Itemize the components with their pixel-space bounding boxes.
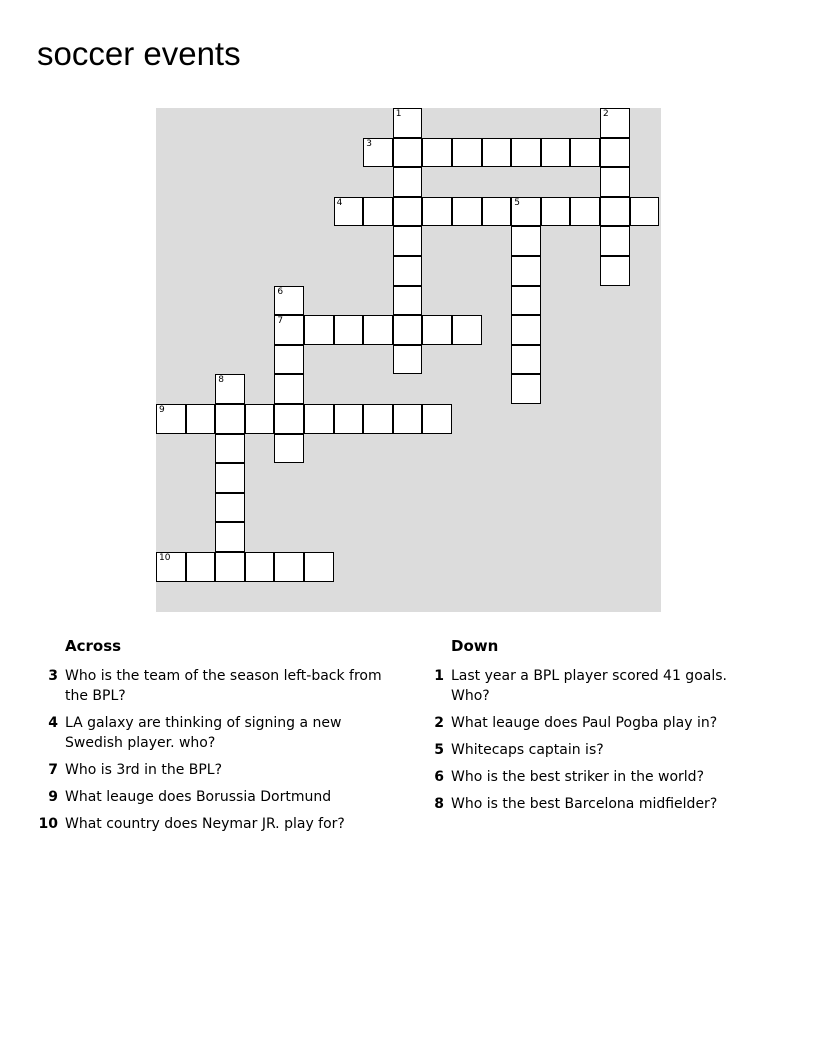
grid-cell[interactable] bbox=[422, 315, 452, 345]
clue-text: Last year a BPL player scored 41 goals. Who? bbox=[451, 668, 727, 704]
clue-text: What leauge does Paul Pogba play in? bbox=[451, 715, 718, 731]
cell-number: 1 bbox=[395, 109, 402, 119]
grid-cell[interactable] bbox=[274, 434, 304, 464]
across-clue bbox=[30, 814, 390, 834]
across-clue bbox=[30, 760, 390, 780]
down-heading: Down bbox=[451, 637, 499, 655]
grid-cell[interactable] bbox=[334, 404, 364, 434]
grid-cell[interactable] bbox=[215, 493, 245, 523]
grid-cell[interactable] bbox=[245, 404, 275, 434]
grid-cell[interactable] bbox=[393, 197, 423, 227]
down-clue bbox=[416, 666, 756, 706]
grid-cell[interactable] bbox=[511, 315, 541, 345]
cell-number: 2 bbox=[603, 109, 609, 119]
grid-cell[interactable] bbox=[600, 256, 630, 286]
grid-cell[interactable] bbox=[452, 197, 482, 227]
across-heading: Across bbox=[65, 637, 122, 655]
clue-text: What leauge does Borussia Dortmund bbox=[65, 789, 332, 805]
grid-cell[interactable] bbox=[393, 226, 423, 256]
down-clues bbox=[416, 636, 756, 821]
grid-cell[interactable] bbox=[274, 315, 304, 345]
down-clue-list bbox=[416, 666, 756, 814]
grid-cell[interactable] bbox=[511, 256, 541, 286]
grid-cell[interactable] bbox=[363, 138, 393, 168]
grid-cell[interactable] bbox=[393, 345, 423, 375]
grid-cell[interactable] bbox=[600, 138, 630, 168]
cell-number: 5 bbox=[514, 197, 520, 208]
cell-number: 10 bbox=[159, 553, 171, 563]
clue-number: 10 bbox=[38, 816, 58, 832]
grid-cell[interactable] bbox=[511, 345, 541, 375]
grid-cell[interactable] bbox=[363, 197, 393, 227]
clue-number: 6 bbox=[434, 769, 444, 785]
clue-text: Who is the best Barcelona midfielder? bbox=[451, 796, 718, 812]
clue-number: 3 bbox=[48, 668, 58, 684]
grid-cell[interactable] bbox=[215, 552, 245, 582]
grid-cell[interactable] bbox=[186, 404, 216, 434]
across-clues bbox=[30, 636, 390, 841]
grid-cell[interactable] bbox=[600, 197, 630, 227]
clue-number: 8 bbox=[434, 796, 444, 812]
grid-cell[interactable] bbox=[304, 552, 334, 582]
down-clue bbox=[416, 794, 756, 814]
grid-cell[interactable] bbox=[511, 286, 541, 316]
grid-cell[interactable] bbox=[541, 197, 571, 227]
clue-text: What country does Neymar JR. play for? bbox=[65, 816, 345, 832]
grid-cell[interactable] bbox=[393, 108, 423, 138]
across-clue-list bbox=[30, 666, 390, 834]
grid-cell[interactable] bbox=[452, 138, 482, 168]
grid-cell[interactable] bbox=[274, 286, 304, 316]
across-clue bbox=[30, 787, 390, 807]
cell-number: 7 bbox=[277, 316, 284, 327]
clue-number: 5 bbox=[434, 742, 444, 758]
grid-cell[interactable] bbox=[422, 138, 452, 168]
grid-cell[interactable] bbox=[274, 552, 304, 582]
grid-cell[interactable] bbox=[245, 552, 275, 582]
clue-number: 7 bbox=[48, 762, 58, 778]
clue-number: 1 bbox=[434, 668, 444, 684]
clue-number: 9 bbox=[48, 789, 58, 805]
grid-cell[interactable] bbox=[274, 345, 304, 375]
crossword-grid bbox=[156, 108, 661, 612]
grid-cell[interactable] bbox=[630, 197, 660, 227]
grid-cell[interactable] bbox=[215, 434, 245, 464]
grid-cell[interactable] bbox=[274, 404, 304, 434]
clue-text: Who is the best striker in the world? bbox=[451, 769, 704, 785]
cell-number: 8 bbox=[218, 375, 224, 386]
down-clue bbox=[416, 740, 756, 760]
grid-cell[interactable] bbox=[422, 197, 452, 227]
cell-number: 3 bbox=[366, 138, 372, 149]
across-clue bbox=[30, 713, 390, 753]
grid-cell[interactable] bbox=[363, 315, 393, 345]
grid-cell[interactable] bbox=[156, 404, 186, 434]
grid-cell[interactable] bbox=[511, 374, 541, 404]
grid-cell[interactable] bbox=[215, 374, 245, 404]
grid-cell[interactable] bbox=[393, 404, 423, 434]
page-title: soccer events bbox=[37, 35, 241, 72]
grid-cell[interactable] bbox=[274, 374, 304, 404]
grid-cell[interactable] bbox=[215, 463, 245, 493]
grid-cell[interactable] bbox=[304, 404, 334, 434]
down-clue bbox=[416, 767, 756, 787]
grid-cell[interactable] bbox=[570, 138, 600, 168]
grid-cell[interactable] bbox=[393, 167, 423, 197]
grid-cell[interactable] bbox=[511, 197, 541, 227]
grid-cell[interactable] bbox=[393, 256, 423, 286]
grid-cell[interactable] bbox=[600, 108, 630, 138]
grid-cell[interactable] bbox=[156, 552, 186, 582]
clue-text: Who is the team of the season left-back from the BPL? bbox=[65, 668, 382, 704]
grid-cell[interactable] bbox=[600, 167, 630, 197]
down-clue bbox=[416, 713, 756, 733]
across-clue bbox=[30, 666, 390, 706]
grid-cell[interactable] bbox=[393, 138, 423, 168]
grid-cell[interactable] bbox=[422, 404, 452, 434]
grid-cell[interactable] bbox=[334, 197, 364, 227]
clue-text: Who is 3rd in the BPL? bbox=[65, 762, 223, 778]
grid-cell[interactable] bbox=[452, 315, 482, 345]
clue-number: 2 bbox=[434, 715, 444, 731]
clue-text: Whitecaps captain is? bbox=[451, 742, 604, 758]
cell-number: 6 bbox=[277, 286, 284, 297]
clue-text: LA galaxy are thinking of signing a new Swedish player. who? bbox=[65, 715, 342, 751]
grid-cell[interactable] bbox=[541, 138, 571, 168]
grid-cell[interactable] bbox=[570, 197, 600, 227]
grid-cell[interactable] bbox=[304, 315, 334, 345]
grid-cell[interactable] bbox=[482, 138, 512, 168]
grid-cell[interactable] bbox=[215, 404, 245, 434]
grid-cell[interactable] bbox=[482, 197, 512, 227]
grid-cell[interactable] bbox=[600, 226, 630, 256]
grid-cell[interactable] bbox=[215, 522, 245, 552]
grid-cell[interactable] bbox=[393, 286, 423, 316]
grid-cell[interactable] bbox=[334, 315, 364, 345]
cell-number: 4 bbox=[336, 197, 343, 208]
grid-cell[interactable] bbox=[511, 138, 541, 168]
grid-cell[interactable] bbox=[393, 315, 423, 345]
grid-cell[interactable] bbox=[511, 226, 541, 256]
grid-cell[interactable] bbox=[363, 404, 393, 434]
grid-cell[interactable] bbox=[186, 552, 216, 582]
clue-number: 4 bbox=[48, 715, 58, 731]
cell-number: 9 bbox=[159, 405, 165, 415]
